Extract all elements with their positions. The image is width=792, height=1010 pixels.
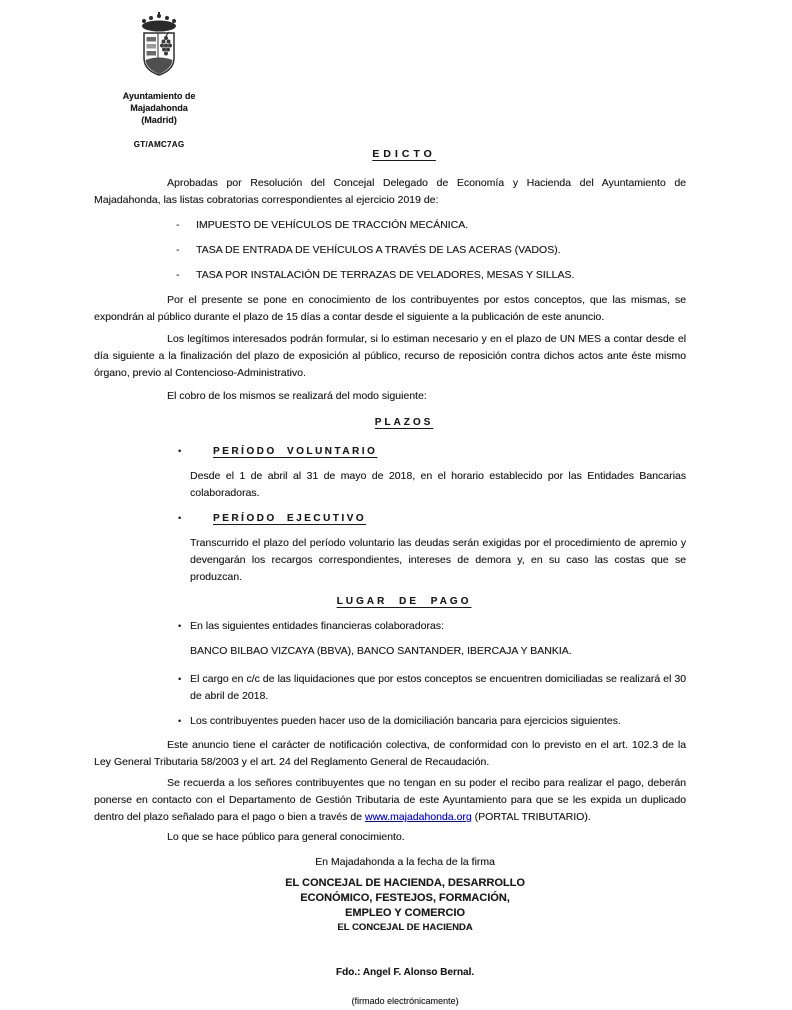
tax-item-text: TASA POR INSTALACIÓN DE TERRAZAS DE VELADORES, MESAS Y SILLAS. <box>196 269 575 281</box>
bullet-marker: • <box>178 716 182 726</box>
bullet-marker: • <box>178 621 182 631</box>
tax-item-text: IMPUESTO DE VEHÍCULOS DE TRACCIÓN MECÁNICA. <box>196 219 469 231</box>
periodo-ejecutivo-text: Transcurrido el plazo del período voluntario las deudas serán exigidas por el procedimiento de apremio y devengarán los recargos correspondientes, intereses de demora y, en su caso las costas que se produzcan. <box>190 537 686 583</box>
plazos-heading: PLAZOS <box>374 417 434 428</box>
org-name: Ayuntamiento de Majadahonda <box>122 91 196 113</box>
cobro-paragraph: El cobro de los mismos se realizará del modo siguiente: <box>167 390 427 402</box>
recuerda-text-pre: Se recuerda a los señores contribuyentes que no tengan en su poder el recibo para realizar el pago, deberán ponerse en contacto con el Departamento de Gestión Tributaria de este Ayuntamiento para que se les expida un duplicado dentro del plazo señalado para el pago o bien a través de <box>94 777 686 823</box>
signed-by: Fdo.: Angel F. Alonso Bernal. <box>335 967 475 978</box>
exposure-paragraph: Por el presente se pone en conocimiento de los contribuyentes por estos conceptos, que las mismas, se expondrán al público durante el plazo de 15 días a contar desde el siguiente a la publicación de este anuncio. <box>94 294 686 323</box>
recuerda-paragraph <box>94 775 686 826</box>
signature-place-line: En Majadahonda a la fecha de la firma <box>315 856 495 868</box>
tax-list-item <box>94 217 686 234</box>
tax-item-text: TASA DE ENTRADA DE VEHÍCULOS A TRAVÉS DE LAS ACERAS (VADOS). <box>196 244 561 256</box>
bullet-marker: • <box>178 674 182 684</box>
signature-title-line: EL CONCEJAL DE HACIENDA, DESARROLLO <box>285 877 525 889</box>
cargo-text: El cargo en c/c de las liquidaciones que por estos conceptos se encuentren domiciliadas se realizará el 30 de abril de 2018. <box>190 673 686 702</box>
periodo-voluntario-heading-row <box>94 443 686 460</box>
bullet-marker: • <box>178 446 182 456</box>
domiciliacion-bullet <box>94 713 686 730</box>
signature-subtitle: EL CONCEJAL DE HACIENDA <box>337 922 473 933</box>
signature-title <box>94 876 686 921</box>
document-reference: GT/AMC7AG <box>133 140 185 149</box>
periodo-voluntario-heading: PERÍODO VOLUNTARIO <box>213 446 378 457</box>
tax-list-item <box>94 267 686 284</box>
signature-title-line: EMPLEO Y COMERCIO <box>344 907 465 919</box>
domiciliacion-text: Los contribuyentes pueden hacer uso de la domiciliación bancaria para ejercicios siguientes. <box>190 715 621 727</box>
intro-paragraph: Aprobadas por Resolución del Concejal Delegado de Economía y Hacienda del Ayuntamiento de Majadahonda, las listas cobratorias correspondientes al ejercicio 2019 de: <box>94 177 686 206</box>
document-title: EDICTO <box>372 148 436 160</box>
bullet-marker: • <box>178 513 182 523</box>
dash-marker: - <box>176 219 180 231</box>
coat-of-arms-icon <box>136 12 182 82</box>
notificacion-paragraph: Este anuncio tiene el carácter de notificación colectiva, de conformidad con lo previsto en el art. 102.3 de la Ley General Tributaria 58/2003 y el art. 24 del Reglamento General de Recaudación. <box>94 739 686 768</box>
lugar-de-pago-heading: LUGAR DE PAGO <box>336 596 472 607</box>
periodo-voluntario-text: Desde el 1 de abril al 31 de mayo de 2018, en el horario establecido por las Entidades Bancarias colaboradoras. <box>190 470 686 499</box>
bancos-line: BANCO BILBAO VIZCAYA (BBVA), BANCO SANTANDER, IBERCAJA Y BANKIA. <box>190 645 572 657</box>
dash-marker: - <box>176 244 180 256</box>
recurso-paragraph: Los legítimos interesados podrán formular, si lo estiman necesario y en el plazo de UN MES a contar desde el día siguiente a la finalización del plazo de exposición al público, recurso de reposición contra dichos actos ante éste mismo órgano, previo al Contencioso-Administrativo. <box>94 333 686 379</box>
dash-marker: - <box>176 269 180 281</box>
signature-title-line: ECONÓMICO, FESTEJOS, FORMACIÓN, <box>300 892 510 904</box>
publico-paragraph: Lo que se hace público para general conocimiento. <box>167 831 405 843</box>
signed-note: (firmado electrónicamente) <box>351 996 459 1006</box>
tax-list-item <box>94 242 686 259</box>
document-header <box>100 12 218 149</box>
cargo-bullet <box>94 671 686 705</box>
document-body <box>94 146 686 1010</box>
recuerda-text-post: (PORTAL TRIBUTARIO). <box>471 811 591 823</box>
majadahonda-link[interactable]: www.majadahonda.org <box>364 811 472 823</box>
entidades-bullet <box>94 618 686 635</box>
periodo-ejecutivo-heading: PERÍODO EJECUTIVO <box>213 513 367 524</box>
entidades-text: En las siguientes entidades financieras colaboradoras: <box>190 620 444 632</box>
periodo-ejecutivo-heading-row <box>94 510 686 527</box>
org-region: (Madrid) <box>141 115 177 125</box>
